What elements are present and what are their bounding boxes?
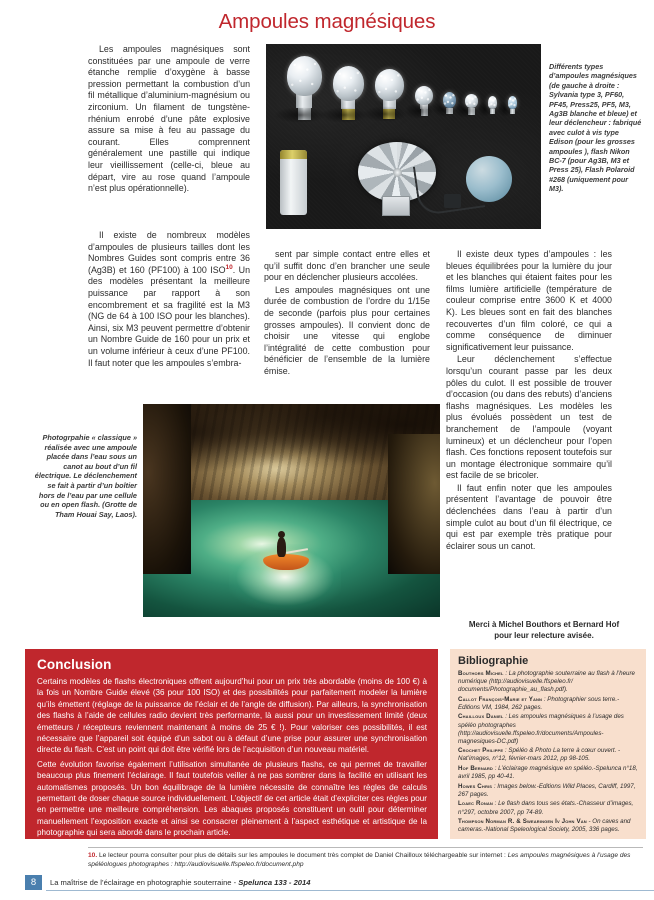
footnote-divider — [88, 847, 643, 848]
bibliography-author: Loaec Ronan — [458, 800, 493, 808]
bulb-shadow — [362, 106, 408, 122]
bulb-globe — [333, 66, 364, 101]
footer-divider — [46, 890, 654, 891]
body-column-3 — [446, 249, 612, 552]
paragraph-part-a: Il existe de nombreux modèles d’ampoules de plusieurs tailles dont les Nombres Guides sont compris entre 36 (Ag3B) et 160 (PF100) à 100 ISO — [88, 230, 250, 275]
bibliography-entry — [458, 670, 639, 694]
bibliography-block — [450, 649, 646, 839]
acknowledgement — [446, 620, 642, 641]
footer-text-a: La maîtrise de l’éclairage en photographie souterraine - — [50, 878, 239, 887]
bulb-ag3b-blanche — [486, 96, 498, 114]
footnote-ref-10[interactable]: 10 — [225, 263, 233, 271]
bibliography-reference: : Spéléo & Photo La terre à cœur ouvert. - Nat’images, n°12, février-mars 2012, pp 98-105. — [458, 747, 621, 763]
paragraph — [88, 230, 250, 369]
page-number: 8 — [25, 875, 42, 890]
bibliography-author: Howes Chris — [458, 782, 493, 790]
bulbs-photo — [266, 44, 541, 229]
bibliography-entry — [458, 713, 639, 745]
conclusion-paragraph-1: Certains modèles de flashs électroniques offrent aujourd’hui pour un prix très abordable (moins de 100 €) à la fois un Nombre Guide élevé (36 pour 100 ISO) et des possibilités pour parfaitement modeler la lumière qu’ils émettent (réglage de la puissance de l’éclair et de l’angle de diffusion). Par ailleurs, la synchronisation des flashs à l’aide de cellules radio devient très performante, là aussi pour un investissement limité (deux émetteurs / récepteurs reviennent maintenant à moins de 25 € !). Pour valoriser ces possibilités, il est nécessaire que l’appareil soit équipé d’un sabot ou à défaut d’une prise pour assurer une synchronisation directe du flash. C’est un point qui doit être vérifié lors de l’acquisition d’un nouveau matériel. — [37, 677, 427, 755]
bulb-pf45 — [370, 69, 408, 119]
body-column-2 — [264, 249, 430, 378]
paragraph: Les ampoules magnésiques sont constituées par une ampoule de verre étanche remplie d’oxygène à basse pression permettant la combustion d’un fil métallique d’aluminium-magnésium ou zirconium. Un filament de tungstène-rhénium enrobé d’une pâte explosive assure sa mise à feu au passage du courant. Elles comprennent généralement une pastille qui indique leur vieillissement (celle-ci, bleue au départ, vire au rose quand l’ampoule n’est plus opérationnelle). — [88, 44, 250, 194]
bulb-globe — [508, 96, 517, 109]
body-column-1-top — [88, 44, 250, 195]
cave-photo — [143, 404, 440, 617]
footer-issue: Spelunca 133 - 2014 — [238, 878, 311, 887]
conclusion-block — [25, 649, 438, 839]
paragraph: sent par simple contact entre elles et qu’il suffit donc d’en brancher une seule pour en déclencher plusieurs accolées. — [264, 249, 430, 283]
bulb-globe — [465, 94, 478, 108]
conclusion-heading: Conclusion — [37, 657, 112, 672]
bulb-shadow — [274, 107, 327, 123]
bibliography-entry — [458, 765, 639, 781]
polaroid-268-dome — [466, 156, 512, 202]
cave-photo-caption: Photogrpahie « classique » réalisée avec une ampoule placée dans l’eau sous un canot au bout d’un fil électrique. Le déclenchement se fait à partir d’un boîtier hors de l’eau par une cellule ou en open flash. (Grotte de Tham Houai Say, Laos). — [34, 433, 137, 519]
edison-socket-trigger — [280, 150, 307, 215]
bibliography-entry — [458, 800, 639, 816]
bulb-ag3b-bleue — [506, 96, 518, 114]
footnote-10 — [88, 852, 644, 869]
bibliography-author: Bouthors Michel — [458, 670, 504, 677]
bibliography-author: Hof Bernard — [458, 765, 493, 773]
bibliography-author: Crochet Philippe — [458, 747, 504, 755]
acknowledgement-line-1: Merci à Michel Bouthors et Bernard Hof — [468, 620, 620, 629]
bulb-globe — [287, 56, 322, 96]
bibliography-reference: : Le flash dans tous ses états.-Chasseur d’images, n°297, octobre 2007, pp 74-89. — [458, 800, 634, 816]
bulb-globe — [375, 69, 404, 101]
paragraph: Leur déclenchement s’effectue lorsqu’un courant passe par les deux pôles du culot. Il est possible de trouver d’occasion (ou dans des rebuts) d’anciens flashs magnésiques. Les modèles les plus évolués possèdent un test de branchement de l’ampoule (voyant lumineux) et un déclencheur pour l’open flash. Ces fonctions reposent toutefois sur un montage électronique sommaire qu’il est facile de se bricoler. — [446, 354, 612, 481]
bulb-shadow — [404, 103, 433, 119]
bibliography-reference: : L’éclairage magnésique en spéléo.-Spelunca n°18, avril 1985, pp 40-41. — [458, 765, 638, 781]
bulb-shadow — [320, 107, 368, 123]
cave-wall-right — [388, 434, 440, 574]
footnote-title: Les ampoules magnésiques à l’usage des spéléologues photographes : — [88, 852, 631, 868]
bulb-globe — [415, 86, 433, 105]
paragraph: Il faut enfin noter que les ampoules présentent l’avantage de pouvoir être déclenchées dans l’eau à partir d’un simple culot au bout d’un fil électrique, ce qui est par exemple très pratique pour éclairer sous un canot. — [446, 482, 612, 551]
page-title: Ampoules magnésiques — [218, 10, 436, 33]
paragraph: Les ampoules magnésiques ont une durée de combustion de l’ordre du 1/15e de seconde (parfois plus pour certaines grosses ampoules). Il convient donc de choisir une vitesse qui englobe l’intégralité de cette combustion pour bénéficier de l’ensemble de la lumière émise. — [264, 284, 430, 376]
bibliography-entry — [458, 783, 639, 799]
bulb-neck — [296, 94, 312, 108]
page-footer — [25, 875, 629, 891]
bibliography-author: Chailloux Daniel — [458, 713, 504, 721]
bibliography-author: Thompson Norman R. & Swearingen Iv John Van — [458, 818, 587, 826]
bibliography-reference: : Les ampoules magnésiques à l’usage des spéléo photographes (http://audiovisuelle.ffspeleo.fr/documents/Ampoules-magnesiques-DC.pdf) — [458, 713, 624, 745]
paragraph: Il existe deux types d’ampoules : les bleues équilibrées pour la lumière du jour et les blanches qui étaient faites pour les films lumière artificielle (température de couleur comprise entre 3600 K et 4000 K). Les bleues sont en fait des blanches recouvertes d’un film coloré, ce qui a comme conséquence de diminuer significativement leur puissance. — [446, 249, 612, 352]
conclusion-paragraph-2: Cette évolution favorise également l’utilisation simultanée de plusieurs flashs, ce qui permet de travailler beaucoup plus finement l’éclairage. Il faut toutefois veiller à ne pas sombrer dans la facilité en utilisant les automatismes proposés. Un bon équilibrage de la lumière nécessite de connaître les règles de calculs permettant de doser chaque source individuellement. L’objectif de cet article était d’expliciter ces règles pour en permettre une meilleure compréhension. Les abaques proposés constituent un outil pour déterminer manuellement l’exposition exacte et ainsi se consacrer pleinement à l’aspect esthétique et artistique de la photographie qui sera abordé dans le prochain article. — [37, 759, 427, 838]
footnote-text: Le lecteur pourra consulter pour plus de détails sur les ampoules le document très complet de Daniel Chailloux téléchargeable sur internet : — [97, 852, 508, 859]
footnote-url[interactable]: http://audiovisuelle.ffspeleo.fr/document.php — [174, 860, 304, 868]
bibliography-reference: - On caves and cameras.-National Speleological Society, 2005, 336 pages. — [458, 818, 631, 834]
bibliography-reference: : Photographier sous terre.- Editions VM, 1984, 262 pages. — [458, 695, 620, 711]
bibliography-reference: : La photographie souterraine au flash à l’heure numérique (http://audiovisuelle.ffspeleo.fr/ documents/Photographie_au_flash.pdf). — [458, 670, 635, 694]
bibliography-reference: : Images below.-Editions Wild Places, Cardiff, 1997, 267 pages. — [458, 782, 636, 798]
bibliography-entry — [458, 818, 639, 834]
flash-plug — [444, 194, 461, 208]
bulb-globe — [488, 96, 497, 109]
acknowledgement-line-2: pour leur relecture avisée. — [494, 630, 594, 640]
caver-figure — [277, 537, 286, 557]
bibliography-list — [458, 670, 639, 834]
flash-socket-box — [382, 196, 410, 216]
bibliography-entry — [458, 696, 639, 712]
bulbs-photo-caption: Différents types d’ampoules magnésiques (de gauche à droite : Sylvania type 3, PF60, PF45, Press25, PF5, M3, Ag3B blanche et bleue) et leur déclencheur : fabriqué avec culot à vis type Edison (pour les grosses ampoules ), flash Nikon BC-7 (pour Ag3B, M3 et Press 25), Flash Polaroid #268 (uniquement pour M3). — [549, 62, 642, 194]
bibliography-author: Callot François-Marie et Yann — [458, 695, 543, 703]
cave-wall-left — [143, 404, 191, 574]
paragraph-part-b: . Un des modèles présentant la meilleure puissance par rapport à son encombrement et sa fragilité est la M3 (NG de 64 à 100 ISO pour les blanches). Ainsi, six M3 peuvent permettre d’obtenir un Nombre Guide de 160 pour un prix et un volume inférieur à ceux d’une PF100. Il faut noter que les ampoules s’embra- — [88, 264, 251, 368]
body-column-1-mid — [88, 230, 250, 369]
footer-running-title — [50, 876, 310, 889]
bibliography-heading: Bibliographie — [458, 655, 529, 667]
footnote-number: 10. — [88, 852, 98, 859]
bibliography-entry — [458, 747, 639, 763]
socket-cap — [280, 150, 307, 159]
